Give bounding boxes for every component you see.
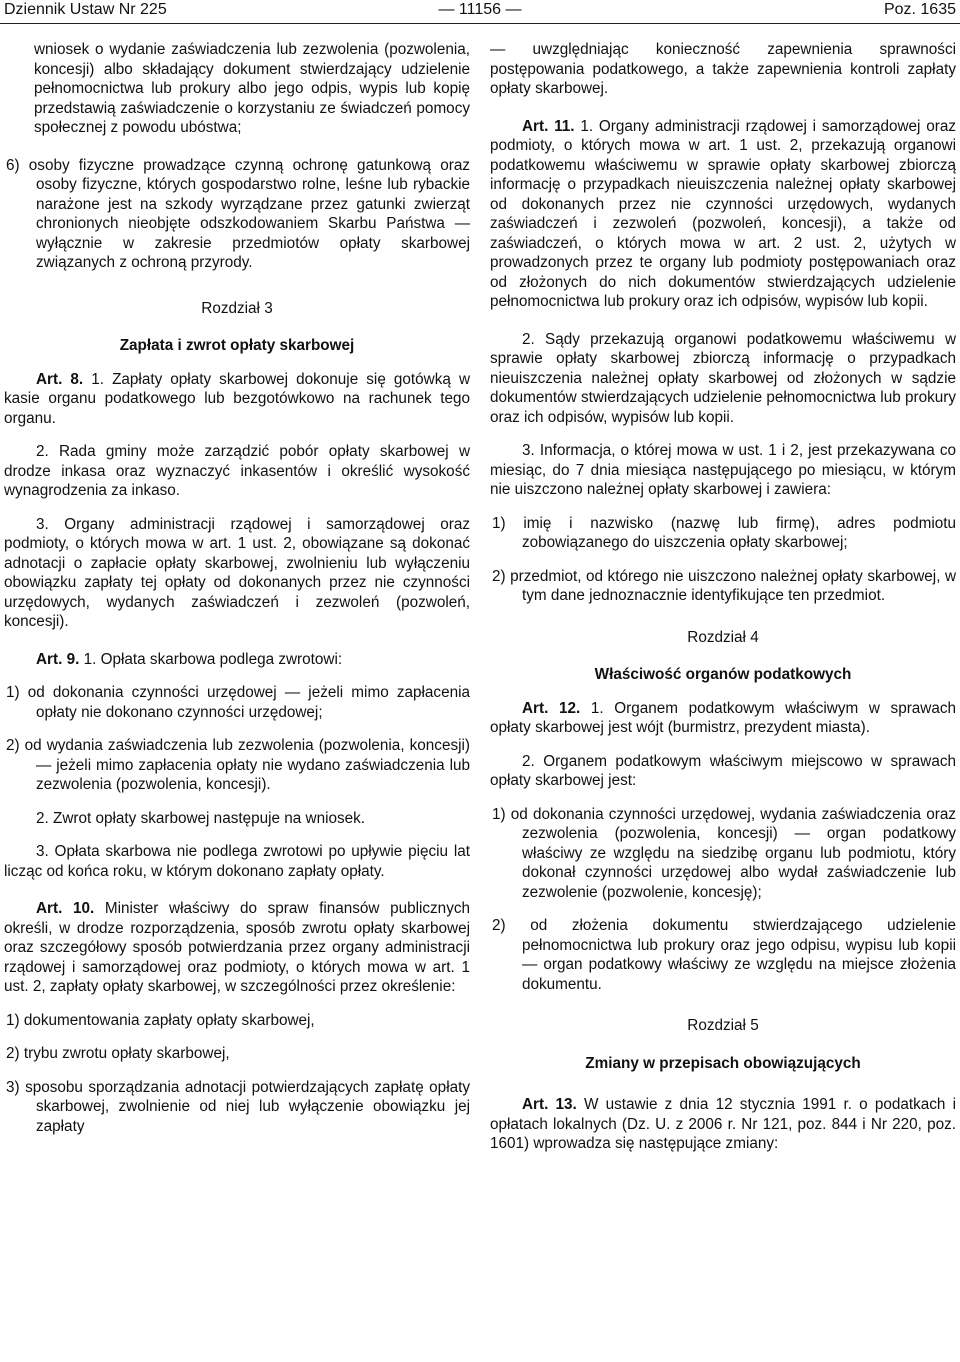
article-label: Art. 9. [36,650,80,668]
article-12-paragraph-2: 2. Organem podatkowym właściwym miejscowo w sprawach opłaty skarbowej jest: [490,752,956,789]
chapter-title: Zapłata i zwrot opłaty skarbowej [119,337,355,354]
chapter-heading: Rozdział 5 [687,1017,759,1034]
list-item: 6) osoby fizyczne prowadzące czynną ochronę gatunkową oraz osoby fizyczne, których gospodarstwo rolne, leśne lub rybackie narażone jest na szkody wyrządzane przez gatunki zwierząt chronionych nieobjęte odszkodowaniem Skarbu Państwa — wyłącznie w zakresie przedmiotów opłaty skarbowej związanych z ochroną przyrody. [6,156,470,271]
chapter-heading: Rozdział 3 [201,299,273,317]
article-10: Art. 10. Minister właściwy do spraw finansów publicznych określi, w drodze rozporządzenia, sposób zwrotu opłaty skarbowej oraz szczegółowy sposób potwierdzania przez organy administracji rządowej i samorządowej oraz podmioty, o których mowa w art. 1 ust. 2, zapłaty opłaty skarbowej, w szczególności przez określenie: [4,900,470,995]
chapter-heading: Rozdział 4 [687,628,759,646]
left-column [4,40,470,1136]
article-label: Art. 8. [36,370,84,388]
article-8-paragraph-2: 2. Rada gminy może zarządzić pobór opłaty skarbowej w drodze inkasa oraz wyznaczyć inkasentów i określić wysokość wynagrodzenia za inkaso. [4,443,470,499]
article-11-paragraph-2: 2. Sądy przekazują organowi podatkowemu właściwemu w sprawie opłaty skarbowej zbiorczą informację o przypadkach nieuiszczenia należnej opłaty skarbowej od złożonych w sądzie dokumentów stwierdzających udzielenie pełnomocnictwa lub prokury oraz ich odpisów, wypisów lub kopii. [490,330,956,426]
article-9-paragraph-1: Art. 9. 1. Opłata skarbowa podlega zwrotowi: [36,650,343,668]
list-item: 2) trybu zwrotu opłaty skarbowej, [6,1045,230,1062]
list-item: 1) od dokonania czynności urzędowej, wydania zaświadczenia oraz zezwolenia (pozwolenia, koncesji) — organ podatkowy właściwy ze względu na siedzibę organu lub podmiotu, który dokonał czynności urzędowej albo wydał zaświadczenie lub zezwolenie (pozwolenie, koncesję); [492,805,956,901]
article-13: Art. 13. W ustawie z dnia 12 stycznia 1991 r. o podatkach i opłatach lokalnych (Dz. U. z 2006 r. Nr 121, poz. 844 i Nr 220, poz. 1601) wprowadza się następujące zmiany: [490,1096,957,1152]
article-11-paragraph-3: 3. Informacja, o której mowa w ust. 1 i 2, jest przekazywana co miesiąc, do 7 dnia miesiąca następującego po miesiącu, w którym nie uiszczono należnej opłaty skarbowej i zawiera: [490,442,956,498]
article-12-paragraph-1: Art. 12. 1. Organem podatkowym właściwym w sprawach opłaty skarbowej jest wójt (burmistrz, prezydent miasta). [490,699,957,736]
paragraph: wniosek o wydanie zaświadczenia lub zezwolenia (pozwolenia, koncesji) albo składający dokument stwierdzający udzielenie pełnomocnictwa lub prokury albo jego odpis, wypis lub kopię przedstawią zaświadczenie o korzystaniu ze świadczeń pomocy społecznej z powodu ubóstwa; [34,41,470,136]
article-11-paragraph-1: Art. 11. 1. Organy administracji rządowej i samorządowej oraz podmioty, o których mowa w art. 1 ust. 2, przekazują organowi podatkowemu właściwemu w sprawie opłaty skarbowej zbiorczą informację o przypadkach nieuiszczenia należnej opłaty skarbowej od dokonanych przez nie czynności urzędowych, wydanych zaświadczeń i zezwoleń (pozwoleń, koncesji), a także od zaświadczeń, o których mowa w art. 2 ust. 2, użytych w prowadzonych przez te organy lub podmioty postępowaniach oraz od złożonych do nich dokumentów stwierdzających udzielenie pełnomocnictwa lub prokury oraz ich odpisów, wypisów lub kopii. [490,117,956,310]
article-9-paragraph-2: 2. Zwrot opłaty skarbowej następuje na wniosek. [36,809,366,827]
chapter-title: Właściwość organów podatkowych [594,666,852,683]
page-header [4,0,956,22]
list-item: 1) dokumentowania zapłaty opłaty skarbowej, [6,1011,315,1029]
list-item: 3) sposobu sporządzania adnotacji potwierdzających zapłatę opłaty skarbowej, zwolnienie od niej lub wyłączenie obowiązku jej zapłaty [6,1078,470,1135]
article-label: Art. 12. [522,699,581,717]
page-number: — 11156 — [438,1,522,18]
list-item: 2) od złożenia dokumentu stwierdzającego udzielenie pełnomocnictwa lub prokury oraz jego odpisu, wypisu lub kopii — organ podatkowy właściwy ze względu na miejsce złożenia dokumentu. [492,917,956,993]
article-label: Art. 13. [522,1096,577,1113]
list-item: 1) imię i nazwisko (nazwę lub firmę), adres podmiotu zobowiązanego do uiszczenia opłaty skarbowej; [492,514,956,551]
position-number: Poz. 1635 [883,1,956,18]
list-item: 1) od dokonania czynności urzędowej — jeżeli mimo zapłacenia opłaty nie dokonano czynności urzędowej; [6,684,470,721]
list-item: 2) przedmiot, od którego nie uiszczono należnej opłaty skarbowej, w tym dane jednoznacznie identyfikujące ten przedmiot. [492,567,956,604]
right-column [490,40,956,1154]
article-label: Art. 10. [36,900,95,917]
journal-title: Dziennik Ustaw Nr 225 [4,1,167,18]
list-item: 2) od wydania zaświadczenia lub zezwolenia (pozwolenia, koncesji) — jeżeli mimo zapłacenia opłaty nie wydano zaświadczenia lub zezwolenia (pozwolenia, koncesji). [6,737,470,793]
paragraph: — uwzględniając konieczność zapewnienia sprawności postępowania podatkowego, a także zapewnienia kontroli zapłaty opłaty skarbowej. [490,41,956,97]
article-label: Art. 11. [522,117,575,135]
article-9-paragraph-3: 3. Opłata skarbowa nie podlega zwrotowi po upływie pięciu lat licząc od końca roku, w którym dokonano zapłaty opłaty. [4,843,470,880]
chapter-title: Zmiany w przepisach obowiązujących [585,1054,861,1072]
article-8-paragraph-1: Art. 8. 1. Zapłaty opłaty skarbowej dokonuje się gotówką w kasie organu podatkowego lub bezgotówkowo na rachunek tego organu. [4,370,470,427]
article-8-paragraph-3: 3. Organy administracji rządowej i samorządowej oraz podmioty, o których mowa w art. 1 ust. 2, obowiązane są dokonać adnotacji o zapłacie opłaty skarbowej, zwolnieniu lub wyłączeniu obowiązku zapłaty tej opłaty od dokonanych przez nie czynności urzędowych, wydanych zaświadczeń i zezwoleń (pozwoleń, koncesji). [4,515,470,630]
header-rule [0,23,960,24]
